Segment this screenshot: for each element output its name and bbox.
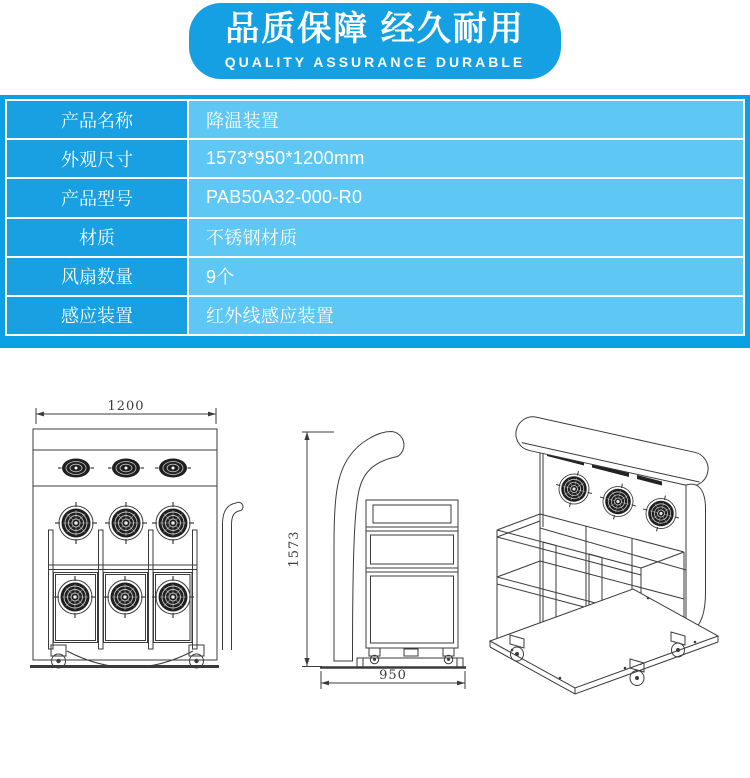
spec-row-label: 感应装置 (7, 297, 187, 334)
side-view-drawing (287, 432, 466, 690)
technical-drawings (0, 390, 750, 710)
spec-row-value: 1573*950*1200mm (189, 140, 743, 177)
quality-banner (189, 3, 561, 79)
spec-row-value: 降温装置 (189, 101, 743, 138)
spec-row-label: 产品型号 (7, 179, 187, 216)
spec-table-grid (5, 99, 745, 336)
spec-row-label: 产品名称 (7, 101, 187, 138)
banner-title: 品质保障 经久耐用 (225, 10, 525, 48)
side-height-dimension: 1573 (287, 530, 302, 568)
spec-table (0, 95, 750, 348)
spec-row-label: 风扇数量 (7, 258, 187, 295)
banner-subtitle: QUALITY ASSURANCE DURABLE (224, 54, 526, 70)
spec-row-label: 外观尺寸 (7, 140, 187, 177)
spec-row-value: PAB50A32-000-R0 (189, 179, 743, 216)
spec-row-value: 不锈钢材质 (189, 219, 743, 256)
spec-row-value: 9个 (189, 258, 743, 295)
front-view-drawing (30, 399, 243, 668)
spec-row-value: 红外线感应装置 (189, 297, 743, 334)
side-depth-dimension: 950 (379, 668, 407, 683)
front-width-dimension: 1200 (107, 399, 145, 414)
spec-row-label: 材质 (7, 219, 187, 256)
iso-view-drawing (490, 414, 718, 694)
